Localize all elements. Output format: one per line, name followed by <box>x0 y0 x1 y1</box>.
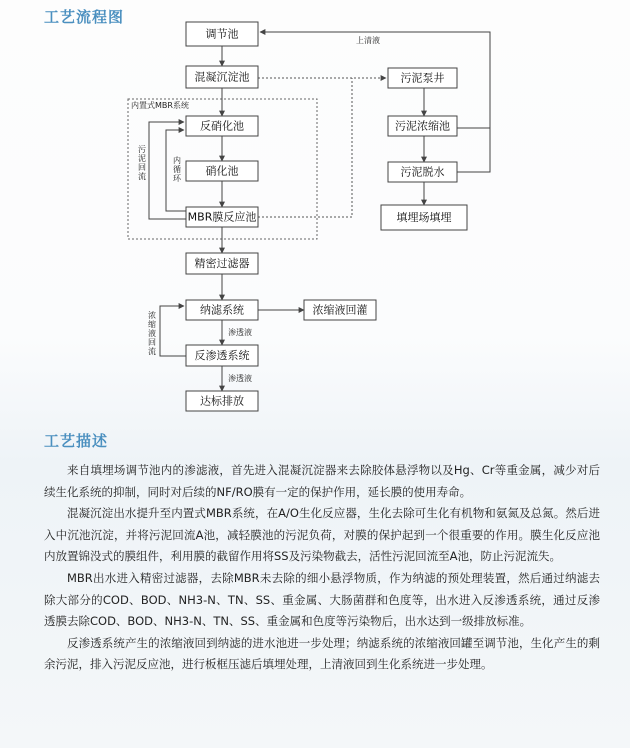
node-nalv <box>186 300 258 320</box>
svg-text:MBR膜反应池: MBR膜反应池 <box>187 210 257 224</box>
desc-heading: 工艺描述 <box>44 432 109 450</box>
node-xiaohua <box>186 161 258 181</box>
node-jingmi <box>186 253 258 274</box>
svg-text:纳滤系统: 纳滤系统 <box>200 303 244 317</box>
label-concentrate-return: 浓缩液回流 <box>148 311 156 356</box>
node-wuni-nongsuo <box>388 116 457 136</box>
svg-text:浓缩液回灌: 浓缩液回灌 <box>312 303 368 317</box>
node-fanxiao <box>186 116 258 136</box>
svg-text:污泥浓缩池: 污泥浓缩池 <box>395 119 450 133</box>
desc-paragraph: 反渗透系统产生的浓缩液回到纳滤的进水池进一步处理；纳滤系统的浓缩液回罐至调节池，生化产生的剩余污泥，排入污泥反应池，进行板框压滤后填埋处理，上清液回到生化系统进一步处理。 <box>44 635 600 672</box>
desc-paragraph: 混凝沉淀出水提升至内置式MBR系统，在A/O生化反应器，生化去除可生化有机物和氨氮及总氮。然后进入中沉池沉淀，并将污泥回流A池，减轻膜池的污泥负荷，对膜的保护起到一个很重要的作用。膜生化反应池内放置锦没式的膜组件，利用膜的截留作用将SS及污染物截去，活性污泥回流至A池，防止污泥流失。 <box>44 506 600 564</box>
mbr-system-label: 内置式MBR系统 <box>131 101 189 110</box>
svg-text:污泥泵井: 污泥泵井 <box>400 71 445 85</box>
label-permeate-2: 渗透液 <box>228 374 252 383</box>
svg-text:污泥脱水: 污泥脱水 <box>400 165 445 179</box>
flow-heading: 工艺流程图 <box>44 8 125 26</box>
node-tianmai <box>381 205 467 230</box>
edge-tuoshui-back <box>457 128 490 172</box>
svg-text:混凝沉淀池: 混凝沉淀池 <box>194 70 250 84</box>
label-sludge-return: 污泥回流 <box>138 145 146 181</box>
node-wuni-tuoshui <box>388 162 457 182</box>
svg-text:达标排放: 达标排放 <box>200 394 244 408</box>
svg-text:调节池: 调节池 <box>205 27 239 41</box>
svg-text:硝化池: 硝化池 <box>205 164 239 178</box>
node-tiaojie <box>186 22 258 46</box>
label-internal-circulation: 内循环 <box>173 156 181 183</box>
node-fanshen <box>186 345 258 366</box>
svg-text:精密过滤器: 精密过滤器 <box>194 257 250 270</box>
description-body <box>44 460 600 676</box>
desc-paragraph: 来自填埋场调节池内的渗滤液，首先进入混凝沉淀器来去除胶体悬浮物以及Hg、Cr等重金属，减少对后续生化系统的抑制，同时对后续的NF/RO膜有一定的保护作用，延长膜的使用寿命。 <box>44 463 600 499</box>
node-nongsuo-huiguan <box>304 300 376 320</box>
node-mbr <box>186 207 258 227</box>
node-dabiao <box>186 391 258 411</box>
svg-text:反渗透系统: 反渗透系统 <box>194 349 250 362</box>
desc-paragraph: MBR出水进入精密过滤器，去除MBR未去除的细小悬浮物质，作为纳滤的预处理装置，然后通过纳滤去除大部分的COD、BOD、NH3-N、TN、SS、重金属、大肠菌群和色度等，出水进入反渗透系统，通过反渗透膜去除COD、BOD、NH3-N、TN、SS、重金属和色度等污染物后，出水达到一级排放标准。 <box>44 570 600 629</box>
svg-text:反硝化池: 反硝化池 <box>200 119 244 133</box>
svg-text:填埋场填埋: 填埋场填埋 <box>396 211 452 224</box>
label-permeate-1: 渗透液 <box>228 328 252 337</box>
label-supernatant: 上清液 <box>356 36 380 45</box>
node-wuni-beng <box>388 68 457 88</box>
edge-concentrate-return <box>160 306 186 356</box>
node-hunning <box>186 66 258 88</box>
